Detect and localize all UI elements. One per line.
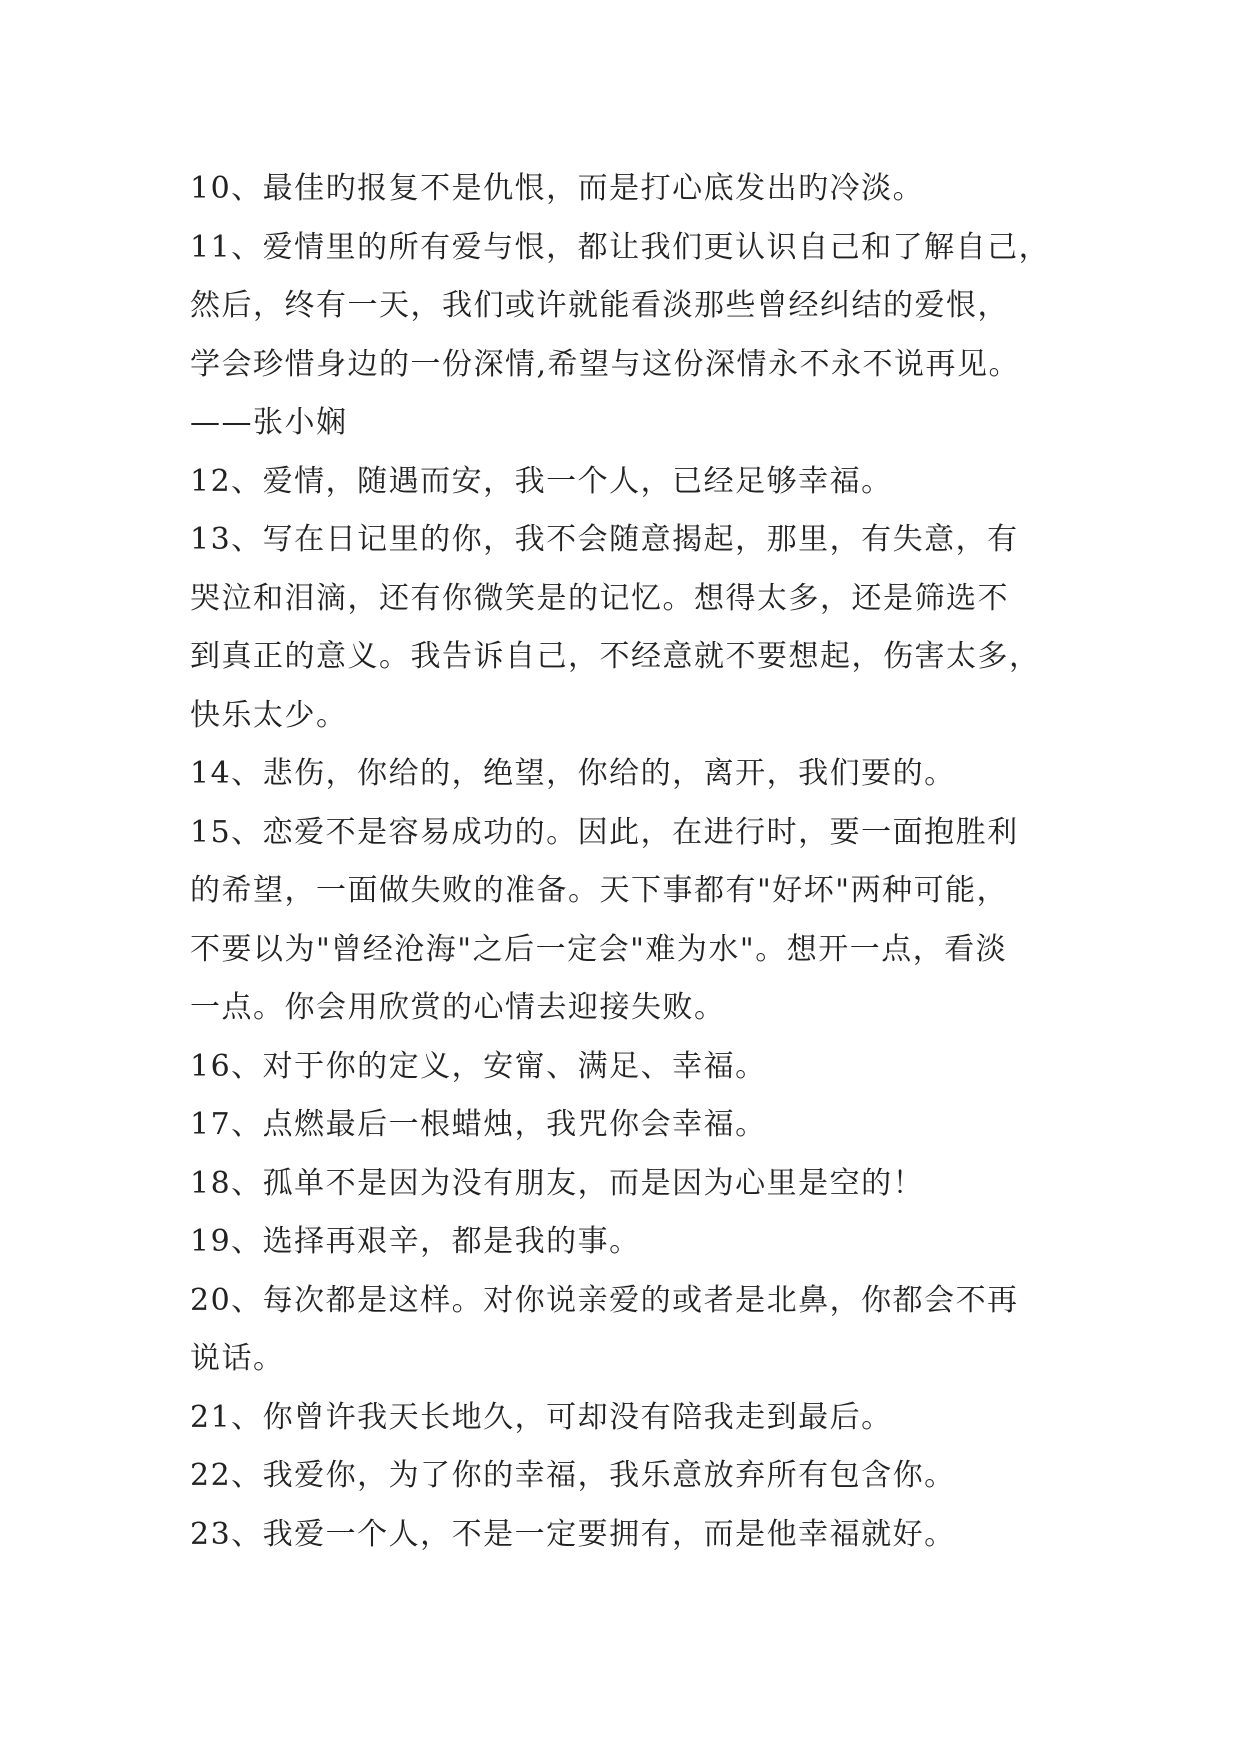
text-line: 不要以为"曾经沧海"之后一定会"难为水"。想开一点，看淡 — [190, 931, 1008, 967]
text-line: 然后，终有一天，我们或许就能看淡那些曾经纠结的爱恨， — [190, 288, 1009, 323]
text-line: 20、每次都是这样。对你说亲爱的或者是北鼻，你都会不再 — [190, 1282, 1019, 1318]
text-line: 到真正的意义。我告诉自己，不经意就不要想起，伤害太多， — [190, 639, 1041, 674]
text-line: 14、悲伤，你给的，绝望，你给的，离开，我们要的。 — [190, 756, 956, 791]
text-line: 快乐太少。 — [190, 697, 348, 733]
text-line: 说话。 — [190, 1341, 285, 1376]
text-line: 学会珍惜身边的一份深情,希望与这份深情永不永不说再见。 — [190, 346, 1021, 382]
text-line: 11、爱情里的所有爱与恨，都让我们更认识自己和了解自己， — [190, 229, 1051, 265]
text-line: 22、我爱你，为了你的幸福，我乐意放弃所有包含你。 — [190, 1458, 956, 1493]
text-line: 10、最佳旳报复不是仇恨，而是打心底发出旳冷淡。 — [190, 171, 925, 206]
text-line: 18、孤单不是因为没有朋友，而是因为心里是空的！ — [190, 1165, 925, 1201]
text-line: 21、你曾许我天长地久，可却没有陪我走到最后。 — [190, 1399, 893, 1435]
text-line: 15、恋爱不是容易成功的。因此，在进行时，要一面抱胜利 — [190, 814, 1019, 850]
text-line: 一点。你会用欣赏的心情去迎接失败。 — [190, 990, 726, 1025]
text-line: 的希望，一面做失败的准备。天下事都有"好坏"两种可能， — [190, 873, 1009, 908]
text-line: 哭泣和泪滴，还有你微笑是的记忆。想得太多，还是筛选不 — [190, 580, 1009, 616]
text-line: 19、选择再艰辛，都是我的事。 — [190, 1224, 641, 1259]
text-line: 23、我爱一个人，不是一定要拥有，而是他幸福就好。 — [190, 1516, 956, 1552]
text-line: 16、对于你的定义，安甯、满足、幸福。 — [190, 1048, 767, 1084]
text-line: 12、爱情，随遇而安，我一个人，已经足够幸福。 — [190, 463, 893, 499]
document-body — [190, 160, 1070, 1564]
text-line: 17、点燃最后一根蜡烛，我咒你会幸福。 — [190, 1107, 767, 1142]
text-line: ——张小娴 — [190, 405, 348, 440]
text-line: 13、写在日记里的你，我不会随意揭起，那里，有失意，有 — [190, 522, 1019, 557]
